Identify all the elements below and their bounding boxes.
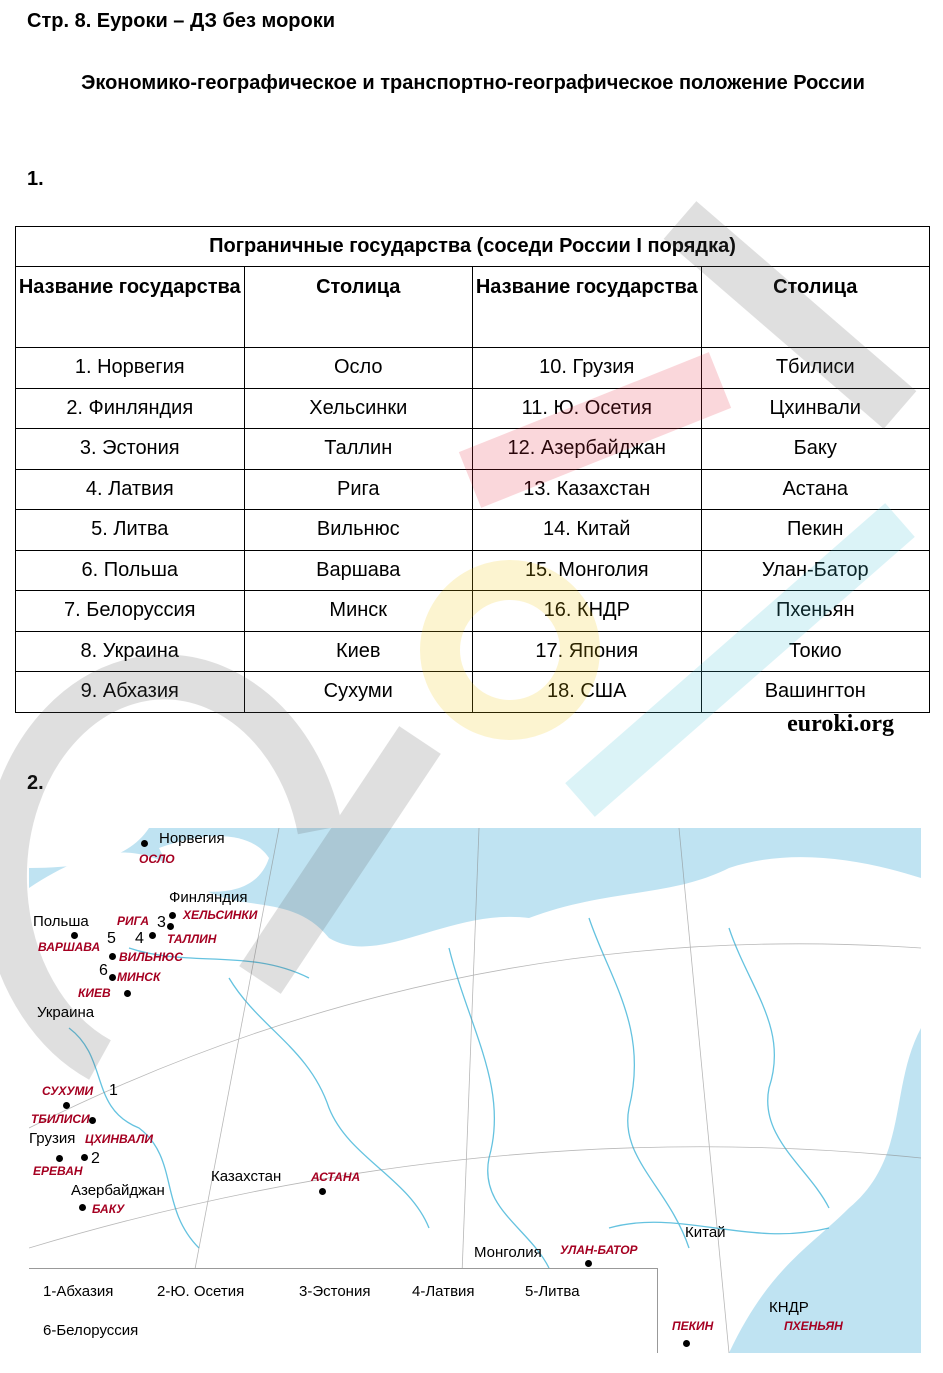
task-number-1: 1. — [27, 168, 44, 190]
capital-cell: Тбилиси — [701, 348, 930, 389]
task-number-2: 2. — [27, 772, 44, 794]
capital-cell: Баку — [701, 429, 930, 470]
table-row — [16, 469, 930, 510]
capital-dot-icon — [56, 1155, 63, 1162]
page-header: Стр. 8. Еуроки – ДЗ без мороки — [27, 10, 336, 32]
capital-dot-icon — [63, 1102, 70, 1109]
country-cell: 6. Польша — [16, 550, 245, 591]
country-label: Казахстан — [211, 1168, 282, 1185]
capital-label: УЛАН-БАТОР — [560, 1243, 638, 1257]
capital-label: ВИЛЬНЮС — [119, 950, 183, 964]
capital-dot-icon — [79, 1204, 86, 1211]
table-row — [16, 429, 930, 470]
capital-dot-icon — [109, 953, 116, 960]
capital-cell: Киев — [244, 631, 473, 672]
table-row — [16, 631, 930, 672]
capital-cell: Вильнюс — [244, 510, 473, 551]
country-cell: 16. КНДР — [473, 591, 702, 632]
table-row — [16, 388, 930, 429]
map-number-label: 4 — [135, 930, 144, 947]
map-legend — [29, 1268, 658, 1353]
capital-cell: Цхинвали — [701, 388, 930, 429]
legend-item: 5-Литва — [525, 1283, 580, 1300]
map-number-label: 5 — [107, 930, 116, 947]
map-number-label: 3 — [157, 914, 166, 931]
table-row — [16, 510, 930, 551]
country-cell: 5. Литва — [16, 510, 245, 551]
capital-cell: Улан-Батор — [701, 550, 930, 591]
capital-dot-icon — [149, 932, 156, 939]
country-cell: 9. Абхазия — [16, 672, 245, 713]
neighbors-table — [15, 226, 930, 713]
country-label: Китай — [685, 1224, 726, 1241]
country-label: Грузия — [29, 1130, 76, 1147]
capital-dot-icon — [141, 840, 148, 847]
capital-dot-icon — [71, 932, 78, 939]
capital-label: СУХУМИ — [42, 1084, 94, 1098]
capital-dot-icon — [89, 1117, 96, 1124]
capital-label: ЦХИНВАЛИ — [85, 1132, 153, 1146]
capital-cell: Осло — [244, 348, 473, 389]
capital-label: МИНСК — [117, 970, 161, 984]
capital-cell: Вашингтон — [701, 672, 930, 713]
capital-dot-icon — [167, 923, 174, 930]
country-label: Азербайджан — [71, 1182, 165, 1199]
capital-dot-icon — [585, 1260, 592, 1267]
country-cell: 13. Казахстан — [473, 469, 702, 510]
table-row — [16, 550, 930, 591]
capital-dot-icon — [124, 990, 131, 997]
legend-item: 3-Эстония — [299, 1283, 371, 1300]
capital-cell: Минск — [244, 591, 473, 632]
country-cell: 1. Норвегия — [16, 348, 245, 389]
table-row — [16, 591, 930, 632]
capital-label: ТБИЛИСИ — [31, 1112, 90, 1126]
country-label: Польша — [33, 913, 89, 930]
legend-item: 2-Ю. Осетия — [157, 1283, 245, 1300]
capital-dot-icon — [81, 1154, 88, 1161]
country-cell: 14. Китай — [473, 510, 702, 551]
country-cell: 3. Эстония — [16, 429, 245, 470]
capital-cell: Пекин — [701, 510, 930, 551]
capital-cell: Токио — [701, 631, 930, 672]
country-cell: 18. США — [473, 672, 702, 713]
contour-map — [29, 828, 921, 1353]
page-title: Экономико-географическое и транспортно-географическое положение России — [81, 72, 865, 94]
capital-label: ОСЛО — [139, 852, 175, 866]
capital-cell: Хельсинки — [244, 388, 473, 429]
map-number-label: 6 — [99, 962, 108, 979]
capital-cell: Пхеньян — [701, 591, 930, 632]
col-header-country: Название государства — [16, 267, 245, 348]
capital-cell: Сухуми — [244, 672, 473, 713]
country-cell: 10. Грузия — [473, 348, 702, 389]
country-cell: 7. Белоруссия — [16, 591, 245, 632]
capital-label: АСТАНА — [311, 1170, 361, 1184]
legend-item: 4-Латвия — [412, 1283, 475, 1300]
capital-label: ПХЕНЬЯН — [784, 1319, 843, 1333]
capital-label: ХЕЛЬСИНКИ — [183, 908, 258, 922]
capital-dot-icon — [319, 1188, 326, 1195]
country-label: Монголия — [474, 1244, 542, 1261]
capital-dot-icon — [109, 974, 116, 981]
col-header-capital-2: Столица — [701, 267, 930, 348]
country-label: КНДР — [769, 1299, 809, 1316]
capital-label: ТАЛЛИН — [167, 932, 217, 946]
legend-item: 1-Абхазия — [43, 1283, 114, 1300]
capital-label: КИЕВ — [78, 986, 111, 1000]
capital-cell: Астана — [701, 469, 930, 510]
capital-dot-icon — [169, 912, 176, 919]
table-row — [16, 672, 930, 713]
capital-cell: Таллин — [244, 429, 473, 470]
legend-item: 6-Белоруссия — [43, 1322, 139, 1339]
country-cell: 15. Монголия — [473, 550, 702, 591]
country-label: Норвегия — [159, 830, 225, 847]
capital-label: ЕРЕВАН — [33, 1164, 83, 1178]
capital-label: ВАРШАВА — [38, 940, 101, 954]
capital-cell: Рига — [244, 469, 473, 510]
capital-dot-icon — [683, 1340, 690, 1347]
country-cell: 4. Латвия — [16, 469, 245, 510]
capital-label: РИГА — [117, 914, 150, 928]
capital-cell: Варшава — [244, 550, 473, 591]
col-header-capital: Столица — [244, 267, 473, 348]
country-cell: 2. Финляндия — [16, 388, 245, 429]
country-label: Украина — [37, 1004, 95, 1021]
map-number-label: 2 — [91, 1150, 100, 1167]
site-watermark: euroki.org — [787, 711, 894, 737]
country-cell: 17. Япония — [473, 631, 702, 672]
table-caption: Пограничные государства (соседи России I порядка) — [16, 227, 930, 267]
table-row — [16, 348, 930, 389]
map-number-label: 1 — [109, 1082, 118, 1099]
col-header-country-2: Название государства — [473, 267, 702, 348]
capital-label: БАКУ — [92, 1202, 125, 1216]
country-cell: 11. Ю. Осетия — [473, 388, 702, 429]
capital-label: ПЕКИН — [672, 1319, 714, 1333]
country-cell: 8. Украина — [16, 631, 245, 672]
country-cell: 12. Азербайджан — [473, 429, 702, 470]
country-label: Финляндия — [169, 889, 248, 906]
